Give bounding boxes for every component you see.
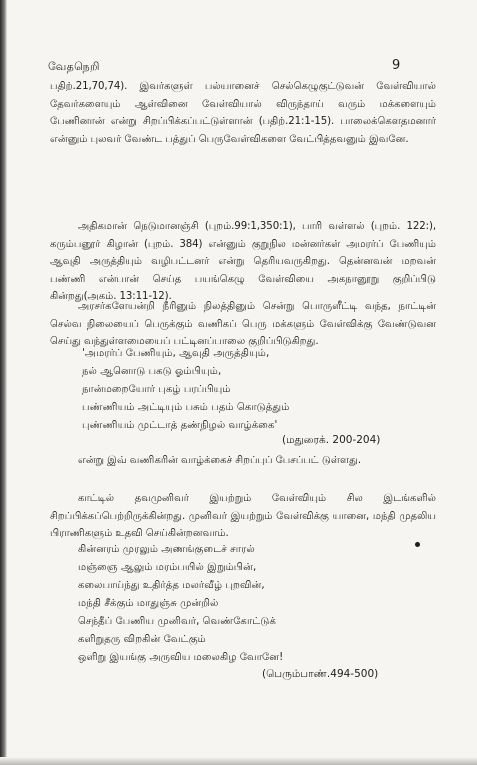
verse-line: ஒளிறு இயங்கு அருவிய மலைகிழ வோனே!	[78, 652, 284, 663]
paragraph-5-text: காட்டில் தவமுனிவர் இயற்றும் வேள்வியும் சில இடங்களில் சிறப்பிக்கப்பெற்றிருக்கின்றது. முனிவர் இயற்றும் வேள்விக்கு யானை, மந்தி முதலிய பிராணிகளும் உதவி செய்கின்றனவாம்.	[50, 493, 436, 540]
verse-line: மந்தி சீக்கும் மாதுஞ்சு முன்றில்	[78, 598, 219, 609]
verse-line: நல் ஆனொடு பகடு ஓம்பியும்,	[82, 366, 222, 377]
page-binding-edge	[0, 0, 7, 765]
paragraph-5	[50, 490, 436, 543]
paragraph-2-text: அதிகமான் நெடுமானஞ்சி (புறம்.99:1,350:1), பாரி வள்ளல் (புறம். 122:), கரும்பனூர் கிழான் (புறம். 384) என்னும் குறுநில மன்னர்கள் அமரர்ப் பேணியும் ஆவுதி அருத்தியும் வழிபட்டனர் என்று தெரியவருகிறது. தென்னவன் மறவன் பண்ணி என்பான் செய்த பயங்கெழு வேள்வியை அகநானூறு குறிப்பிடு கின்றது(அகம். 13:11-12).	[50, 221, 436, 303]
verse-line: களிறுதரு விறகின் வேட்கும்	[78, 634, 206, 645]
verse-line: மஞ்ஞை ஆலும் மரம்பயில் இறும்பின்,	[78, 562, 257, 573]
verse-line: கலைபாய்ந்து உதிர்த்த மலர்வீழ் புறவின்,	[78, 580, 265, 591]
page-bottom-shadow	[0, 757, 477, 765]
verse-line: புண்ணியம் முட்டாத் தண்நிழல் வாழ்க்கை'	[82, 420, 278, 431]
paragraph-4-text: என்று இவ் வணிகரின் வாழ்க்கைச் சிறப்புப் பேசப்பட் டுள்ளது.	[78, 455, 361, 466]
verse-line: நான்மறையோர் புகழ் பரப்பியும்	[82, 384, 231, 395]
verse-line: கின்னரம் முரலும் அணங்குடைச் சாரல்	[78, 544, 255, 555]
paragraph-1	[50, 78, 436, 148]
verse-quote-maduraikkanji	[82, 345, 289, 435]
verse-line: செந்தீப் பேணிய முனிவர், வெண்கோட்டுக்	[78, 616, 276, 627]
paragraph-3	[50, 298, 436, 351]
verse-line: 'அமரர்ப் பேணியும், ஆவுதி அருத்தியும்,	[82, 348, 270, 359]
paragraph-3-text: அரசர்களேயன்றி நீரினும் நிலத்தினும் சென்று பொருளீட்டி வந்த, நாட்டின் செல்வ நிலையைப் பெருக்கும் வணிகப் பெரு மக்களும் வேள்விக்கு வேண்டுவன செய்து வந்துள்ளமையைப் பட்டினப்பாலை குறிப்பிடுகிறது.	[50, 301, 436, 348]
paragraph-2	[50, 218, 436, 306]
page-number: 9	[392, 58, 401, 73]
verse-1-citation: (மதுரைக். 200-204)	[282, 434, 381, 446]
verse-line: பண்ணியம் அட்டியும் பசும் பதம் கொடுத்தும்	[82, 402, 290, 413]
verse-quote-perumpanarruppadai	[78, 541, 283, 667]
running-head: வேதநெறி	[48, 60, 100, 73]
verse-2-citation: (பெரும்பாண்.494-500)	[262, 668, 379, 680]
paragraph-1-text: பதிற்.21,70,74). இவர்களுள் பல்யானைச் செல்கெழுகுட்டுவன் வேள்வியால் தேவர்களையும் ஆள்வினை வேள்வியால் விருந்தாய் வரும் மக்களையும் பேணினான் என்று சிறப்பிக்கப்பட்டுள்ளான் (பதிற்.21:1-15). பாலைக்கௌதமனார் என்னும் புலவர் வேண்ட பத்துப் பெருவேள்விகளை வேட்பித்தவனும் இவனே.	[50, 81, 436, 145]
paragraph-4	[50, 452, 436, 470]
ink-speck	[415, 542, 420, 547]
